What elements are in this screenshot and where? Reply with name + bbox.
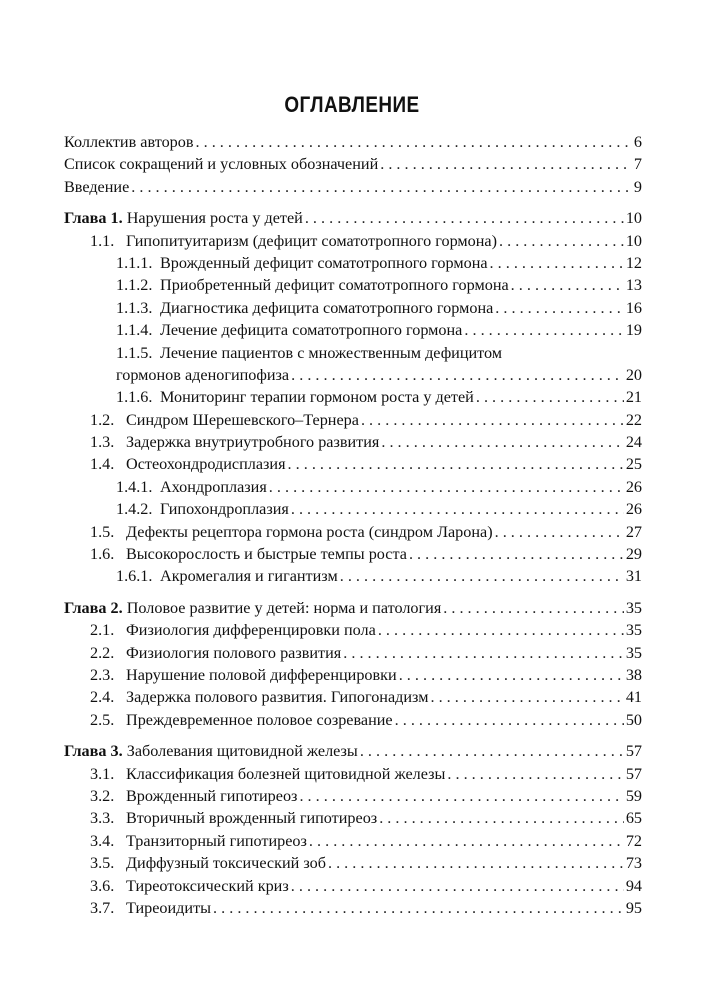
dot-leader xyxy=(305,207,624,229)
section-number: 1.1.5. xyxy=(116,343,153,362)
toc-entry xyxy=(64,453,642,475)
section-gap xyxy=(64,731,642,740)
toc-entry xyxy=(64,409,642,431)
toc-entry xyxy=(64,785,642,807)
dot-leader xyxy=(309,830,624,852)
entry-title: Тиреотоксический криз xyxy=(126,876,289,895)
toc-entry xyxy=(64,153,642,175)
dot-leader xyxy=(269,476,624,498)
toc-entry xyxy=(64,830,642,852)
dot-leader xyxy=(213,897,624,919)
section-number: 2.3. xyxy=(90,665,115,684)
page-number: 12 xyxy=(625,253,642,272)
section-number: 2.4. xyxy=(90,688,115,707)
page-number: 73 xyxy=(625,854,642,873)
toc-entry xyxy=(64,476,642,498)
entry-title: Нарушение половой дифференцировки xyxy=(126,665,397,684)
section-number: 2.1. xyxy=(90,621,115,640)
entry-text xyxy=(90,763,445,785)
section-number: 3.7. xyxy=(90,898,115,917)
dot-leader xyxy=(476,386,624,408)
dot-leader xyxy=(299,785,623,807)
page-number: 65 xyxy=(625,809,642,828)
dot-leader xyxy=(360,740,624,762)
entry-text xyxy=(90,521,493,543)
entry-title: Гипопитуитаризм (дефицит соматотропного гормона) xyxy=(126,231,497,250)
dot-leader xyxy=(361,409,624,431)
entry-text xyxy=(90,543,407,565)
page-number: 25 xyxy=(625,455,642,474)
chapter-title: Заболевания щитовидной железы xyxy=(126,742,358,761)
toc-entry xyxy=(64,740,642,762)
dot-leader xyxy=(381,431,623,453)
toc-entry xyxy=(64,597,642,619)
toc-entry xyxy=(64,619,642,641)
entry-text xyxy=(90,785,297,807)
entry-title: Гипохондроплазия xyxy=(160,500,289,519)
toc-entry xyxy=(64,498,642,520)
entry-text xyxy=(90,230,497,252)
entry-text xyxy=(116,319,462,341)
dot-leader xyxy=(380,153,632,175)
page-title: ОГЛАВЛЕНИЕ xyxy=(284,92,420,117)
toc-entry xyxy=(64,274,642,296)
toc-entry xyxy=(64,565,642,587)
toc-entry xyxy=(64,763,642,785)
entry-title: Физиология дифференцировки пола xyxy=(126,621,376,640)
entry-title: Приобретенный дефицит соматотропного гормона xyxy=(160,276,509,295)
page-number: 22 xyxy=(625,410,642,429)
entry-text xyxy=(116,274,509,296)
page-number: 21 xyxy=(625,388,642,407)
toc-entry xyxy=(64,664,642,686)
page-number: 94 xyxy=(625,876,642,895)
toc-entry xyxy=(64,431,642,453)
entry-text xyxy=(90,807,377,829)
entry-title: Высокорослость и быстрые темпы роста xyxy=(126,545,407,564)
entry-title: Список сокращений и условных обозначений xyxy=(64,155,379,174)
entry-title: Задержка внутриутробного развития xyxy=(126,433,380,452)
section-number: 1.1.2. xyxy=(116,276,153,295)
dot-leader xyxy=(379,807,624,829)
section-number: 3.2. xyxy=(90,786,115,805)
toc-entry xyxy=(64,521,642,543)
entry-text xyxy=(90,431,379,453)
page-number: 31 xyxy=(625,567,642,586)
page-number: 50 xyxy=(625,710,642,729)
page-number: 35 xyxy=(625,598,642,617)
entry-title: Врожденный гипотиреоз xyxy=(126,786,298,805)
dot-leader xyxy=(343,642,624,664)
toc-entry xyxy=(64,319,642,341)
page-number: 41 xyxy=(625,688,642,707)
page-number: 6 xyxy=(633,133,642,151)
section-number: 1.6.1. xyxy=(116,567,153,586)
entry-title: Транзиторный гипотиреоз xyxy=(126,831,307,850)
page-number: 26 xyxy=(625,500,642,519)
entry-title: Синдром Шерешевского–Тернера xyxy=(126,410,359,429)
section-gap xyxy=(64,588,642,597)
section-number: 2.5. xyxy=(90,710,115,729)
dot-leader xyxy=(447,763,623,785)
entry-title: Вторичный врожденный гипотиреоз xyxy=(126,809,378,828)
entry-text xyxy=(64,176,129,198)
entry-text xyxy=(116,386,474,408)
entry-title: Врожденный дефицит соматотропного гормона xyxy=(160,253,488,272)
dot-leader xyxy=(328,852,624,874)
section-number: 3.3. xyxy=(90,809,115,828)
page-number: 24 xyxy=(625,433,642,452)
entry-title: Диагностика дефицита соматотропного гормона xyxy=(160,298,494,317)
section-number: 3.1. xyxy=(90,764,115,783)
entry-text xyxy=(90,686,428,708)
chapter-title: Половое развитие у детей: норма и патология xyxy=(126,598,442,617)
section-number: 3.5. xyxy=(90,854,115,873)
toc-entry-line1 xyxy=(64,342,642,364)
dot-leader xyxy=(196,131,632,153)
entry-title: Дефекты рецептора гормона роста (синдром Ларона) xyxy=(126,522,493,541)
section-number: 1.1.6. xyxy=(116,388,153,407)
dot-leader xyxy=(291,364,624,386)
section-number: 1.5. xyxy=(90,522,115,541)
dot-leader xyxy=(288,453,624,475)
entry-title: Акромегалия и гигантизм xyxy=(160,567,338,586)
page-number: 10 xyxy=(625,209,642,228)
page-number: 35 xyxy=(625,643,642,662)
page-number: 13 xyxy=(625,276,642,295)
entry-title: Классификация болезней щитовидной железы xyxy=(126,764,446,783)
entry-title: Тиреоидиты xyxy=(126,898,212,917)
section-number: 1.1.1. xyxy=(116,253,153,272)
chapter-title: Нарушения роста у детей xyxy=(126,209,303,228)
toc-entry xyxy=(64,386,642,408)
entry-title: Лечение дефицита соматотропного гормона xyxy=(160,321,463,340)
entry-text xyxy=(90,709,393,731)
dot-leader xyxy=(490,252,624,274)
entry-title: Мониторинг терапии гормоном роста у детей xyxy=(160,388,474,407)
page-number: 29 xyxy=(625,545,642,564)
section-number: 1.3. xyxy=(90,433,115,452)
entry-text xyxy=(116,498,289,520)
entry-text xyxy=(90,897,211,919)
toc-entry xyxy=(64,230,642,252)
toc-entry xyxy=(64,897,642,919)
entry-text xyxy=(90,619,376,641)
dot-leader xyxy=(499,230,624,252)
dot-leader xyxy=(409,543,624,565)
page-number: 10 xyxy=(625,231,642,250)
page-number: 9 xyxy=(633,177,642,196)
page-number: 19 xyxy=(625,321,642,340)
toc-entry xyxy=(64,709,642,731)
dot-leader xyxy=(291,875,624,897)
section-gap xyxy=(64,198,642,207)
entry-title: Ахондроплазия xyxy=(160,477,267,496)
entry-text xyxy=(90,453,286,475)
toc-entry xyxy=(64,207,642,229)
page-number: 95 xyxy=(625,898,642,917)
entry-title: Лечение пациентов с множественным дефицитом xyxy=(160,343,503,362)
toc-entry xyxy=(64,543,642,565)
entry-text xyxy=(90,409,359,431)
toc-entry xyxy=(64,686,642,708)
page-number: 35 xyxy=(625,621,642,640)
dot-leader xyxy=(291,498,624,520)
entry-text xyxy=(90,642,341,664)
dot-leader xyxy=(495,297,624,319)
entry-title: Диффузный токсический зоб xyxy=(126,854,326,873)
page-number: 16 xyxy=(625,298,642,317)
dot-leader xyxy=(395,709,624,731)
entry-text xyxy=(116,252,488,274)
section-number: 3.4. xyxy=(90,831,115,850)
entry-title-cont: гормонов аденогипофиза xyxy=(116,365,290,384)
dot-leader xyxy=(430,686,623,708)
entry-text xyxy=(90,830,307,852)
entry-text xyxy=(90,875,289,897)
toc-entry xyxy=(64,131,642,153)
dot-leader xyxy=(378,619,624,641)
section-number: 1.4.1. xyxy=(116,477,153,496)
section-number: 1.1.3. xyxy=(116,298,153,317)
table-of-contents xyxy=(64,131,642,919)
entry-text xyxy=(116,364,289,386)
toc-entry xyxy=(64,807,642,829)
chapter-label: Глава 2. xyxy=(64,598,123,617)
entry-text xyxy=(64,207,303,229)
entry-title: Задержка полового развития. Гипогонадизм xyxy=(126,688,429,707)
page-number: 72 xyxy=(625,831,642,850)
entry-text xyxy=(64,597,441,619)
section-number: 2.2. xyxy=(90,643,115,662)
toc-entry xyxy=(64,642,642,664)
page-number: 59 xyxy=(625,786,642,805)
page-number: 7 xyxy=(633,155,642,174)
entry-text xyxy=(64,131,194,153)
section-number: 1.6. xyxy=(90,545,115,564)
dot-leader xyxy=(511,274,624,296)
toc-entry xyxy=(64,852,642,874)
entry-text xyxy=(64,740,358,762)
page-number: 20 xyxy=(625,365,642,384)
entry-text xyxy=(116,476,267,498)
entry-text xyxy=(116,565,338,587)
section-number: 1.1. xyxy=(90,231,115,250)
page-number: 38 xyxy=(625,665,642,684)
page-number: 57 xyxy=(625,764,642,783)
section-number: 1.4. xyxy=(90,455,115,474)
toc-entry xyxy=(64,176,642,198)
toc-entry xyxy=(64,364,642,386)
page-number: 57 xyxy=(625,742,642,761)
section-number: 3.6. xyxy=(90,876,115,895)
entry-title: Преждевременное половое созревание xyxy=(126,710,393,729)
chapter-label: Глава 3. xyxy=(64,742,123,761)
toc-entry xyxy=(64,875,642,897)
toc-entry xyxy=(64,252,642,274)
entry-title: Остеохондродисплазия xyxy=(126,455,286,474)
page-number: 27 xyxy=(625,522,642,541)
entry-title: Коллектив авторов xyxy=(64,133,194,151)
dot-leader xyxy=(399,664,624,686)
entry-text xyxy=(90,852,326,874)
entry-text xyxy=(116,297,493,319)
entry-title: Физиология полового развития xyxy=(126,643,342,662)
entry-text xyxy=(64,153,378,175)
entry-text xyxy=(90,664,397,686)
entry-title: Введение xyxy=(64,177,130,196)
page-number: 26 xyxy=(625,477,642,496)
chapter-label: Глава 1. xyxy=(64,209,123,228)
dot-leader xyxy=(443,597,624,619)
toc-entry xyxy=(64,297,642,319)
section-number: 1.2. xyxy=(90,410,115,429)
dot-leader xyxy=(495,521,624,543)
section-number: 1.1.4. xyxy=(116,321,153,340)
dot-leader xyxy=(340,565,624,587)
section-number: 1.4.2. xyxy=(116,500,153,519)
dot-leader xyxy=(464,319,623,341)
dot-leader xyxy=(131,176,632,198)
